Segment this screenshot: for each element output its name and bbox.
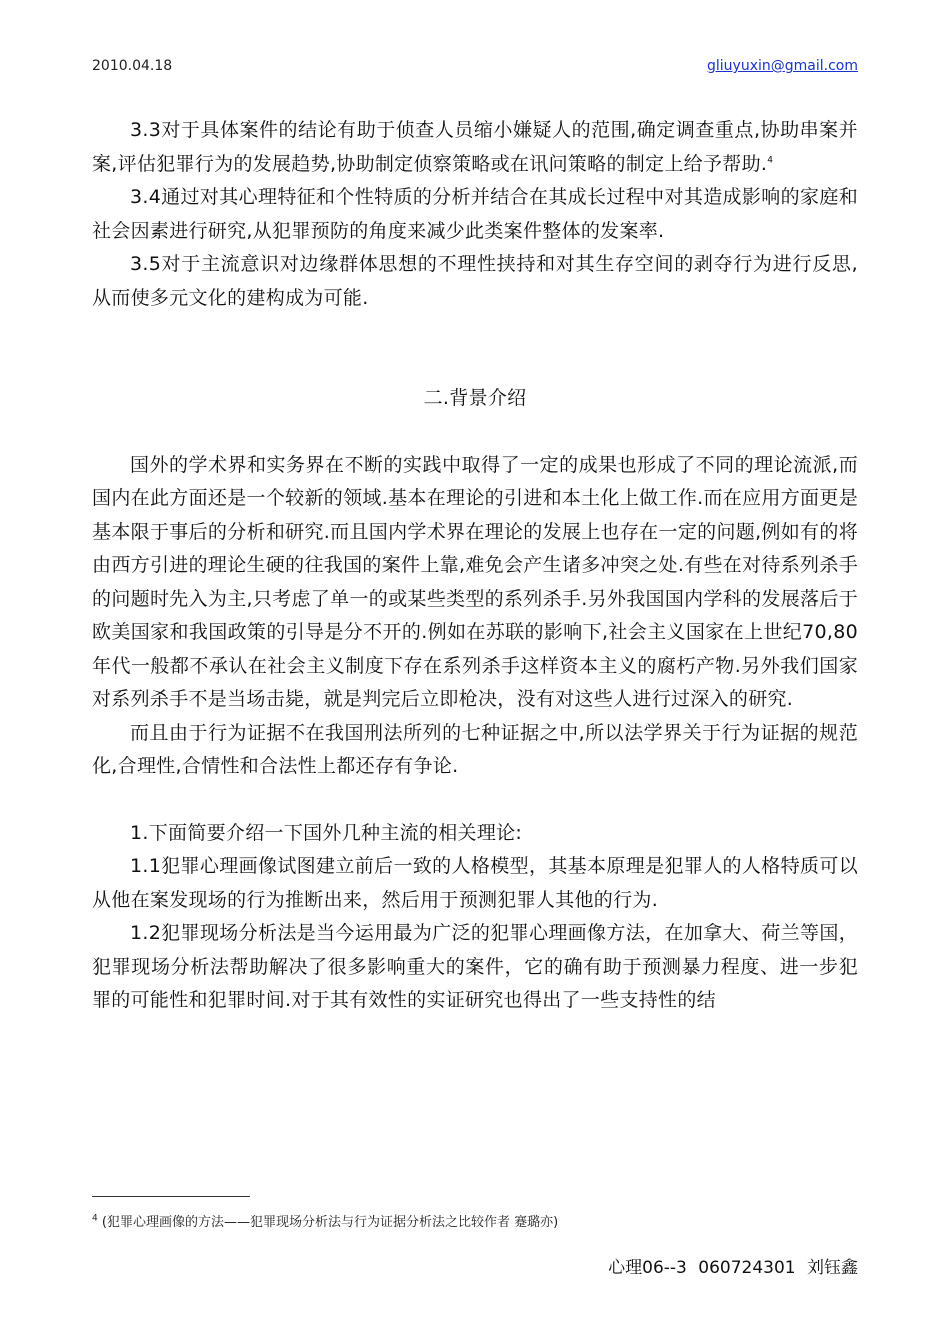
footer-class: 心理06--3 [608,1258,687,1278]
header-date: 2010.04.18 [92,58,173,74]
paragraph-3-4: 3.4通过对其心理特征和个性特质的分析并结合在其成长过程中对其造成影响的家庭和社会因素进行研究,从犯罪预防的角度来减少此类案件整体的发案率. [92,186,858,242]
paragraph-3-3-text: 3.3对于具体案件的结论有助于侦查人员缩小嫌疑人的范围,确定调查重点,协助串案并案,评估犯罪行为的发展趋势,协助制定侦察策略或在讯问策略的制定上给予帮助. [92,119,858,175]
footer [608,1253,858,1278]
footnote-number: 4 [92,1213,98,1224]
footnote [92,1211,558,1230]
background-paragraph-2: 而且由于行为证据不在我国刑法所列的七种证据之中,所以法学界关于行为证据的规范化,合理性,合情性和合法性上都还存有争论. [92,721,858,777]
footer-student-id: 060724301 [698,1258,796,1278]
footer-name: 刘钰鑫 [807,1258,858,1278]
footnote-text: (犯罪心理画像的方法——犯罪现场分析法与行为证据分析法之比较作者 蹇璐亦) [101,1215,559,1230]
paragraph-3-3 [92,114,858,181]
footnote-ref[interactable]: 4 [767,155,774,166]
document-body [92,114,858,1018]
theory-intro: 1.下面简要介绍一下国外几种主流的相关理论: [130,821,523,844]
theory-1-1: 1.1犯罪心理画像试图建立前后一致的人格模型，其基本原理是犯罪人的人格特质可以从他在案发现场的行为推断出来，然后用于预测犯罪人其他的行为. [92,855,858,911]
background-paragraph-1: 国外的学术界和实务界在不断的实践中取得了一定的成果也形成了不同的理论流派,而国内在此方面还是一个较新的领域.基本在理论的引进和本土化上做工作.而在应用方面更是基本限于事后的分析和研究.而且国内学术界在理论的发展上也存在一定的问题,例如有的将由西方引进的理论生硬的往我国的案件上靠,难免会产生诸多冲突之处.有些在对待系列杀手的问题时先入为主,只考虑了单一的或某些类型的系列杀手.另外我国国内学科的发展落后于欧美国家和我国政策的引导是分不开的.例如在苏联的影响下,社会主义国家在上世纪70,80年代一般都不承认在社会主义制度下存在系列杀手这样资本主义的腐朽产物.另外我们国家对系列杀手不是当场击毙，就是判完后立即枪决，没有对这些人进行过深入的研究. [92,453,858,710]
paragraph-3-5: 3.5对于主流意识对边缘群体思想的不理性挟持和对其生存空间的剥夺行为进行反思,从而使多元文化的建构成为可能. [92,253,858,309]
footnote-divider [92,1196,250,1197]
section-heading: 二.背景介绍 [423,387,527,409]
header-email-link[interactable]: gliuyuxin@gmail.com [707,58,858,74]
theory-1-2: 1.2犯罪现场分析法是当今运用最为广泛的犯罪心理画像方法，在加拿大、荷兰等国，犯罪现场分析法帮助解决了很多影响重大的案件，它的确有助于预测暴力程度、进一步犯罪的可能性和犯罪时间.对于其有效性的实证研究也得出了一些支持性的结 [92,922,858,1011]
